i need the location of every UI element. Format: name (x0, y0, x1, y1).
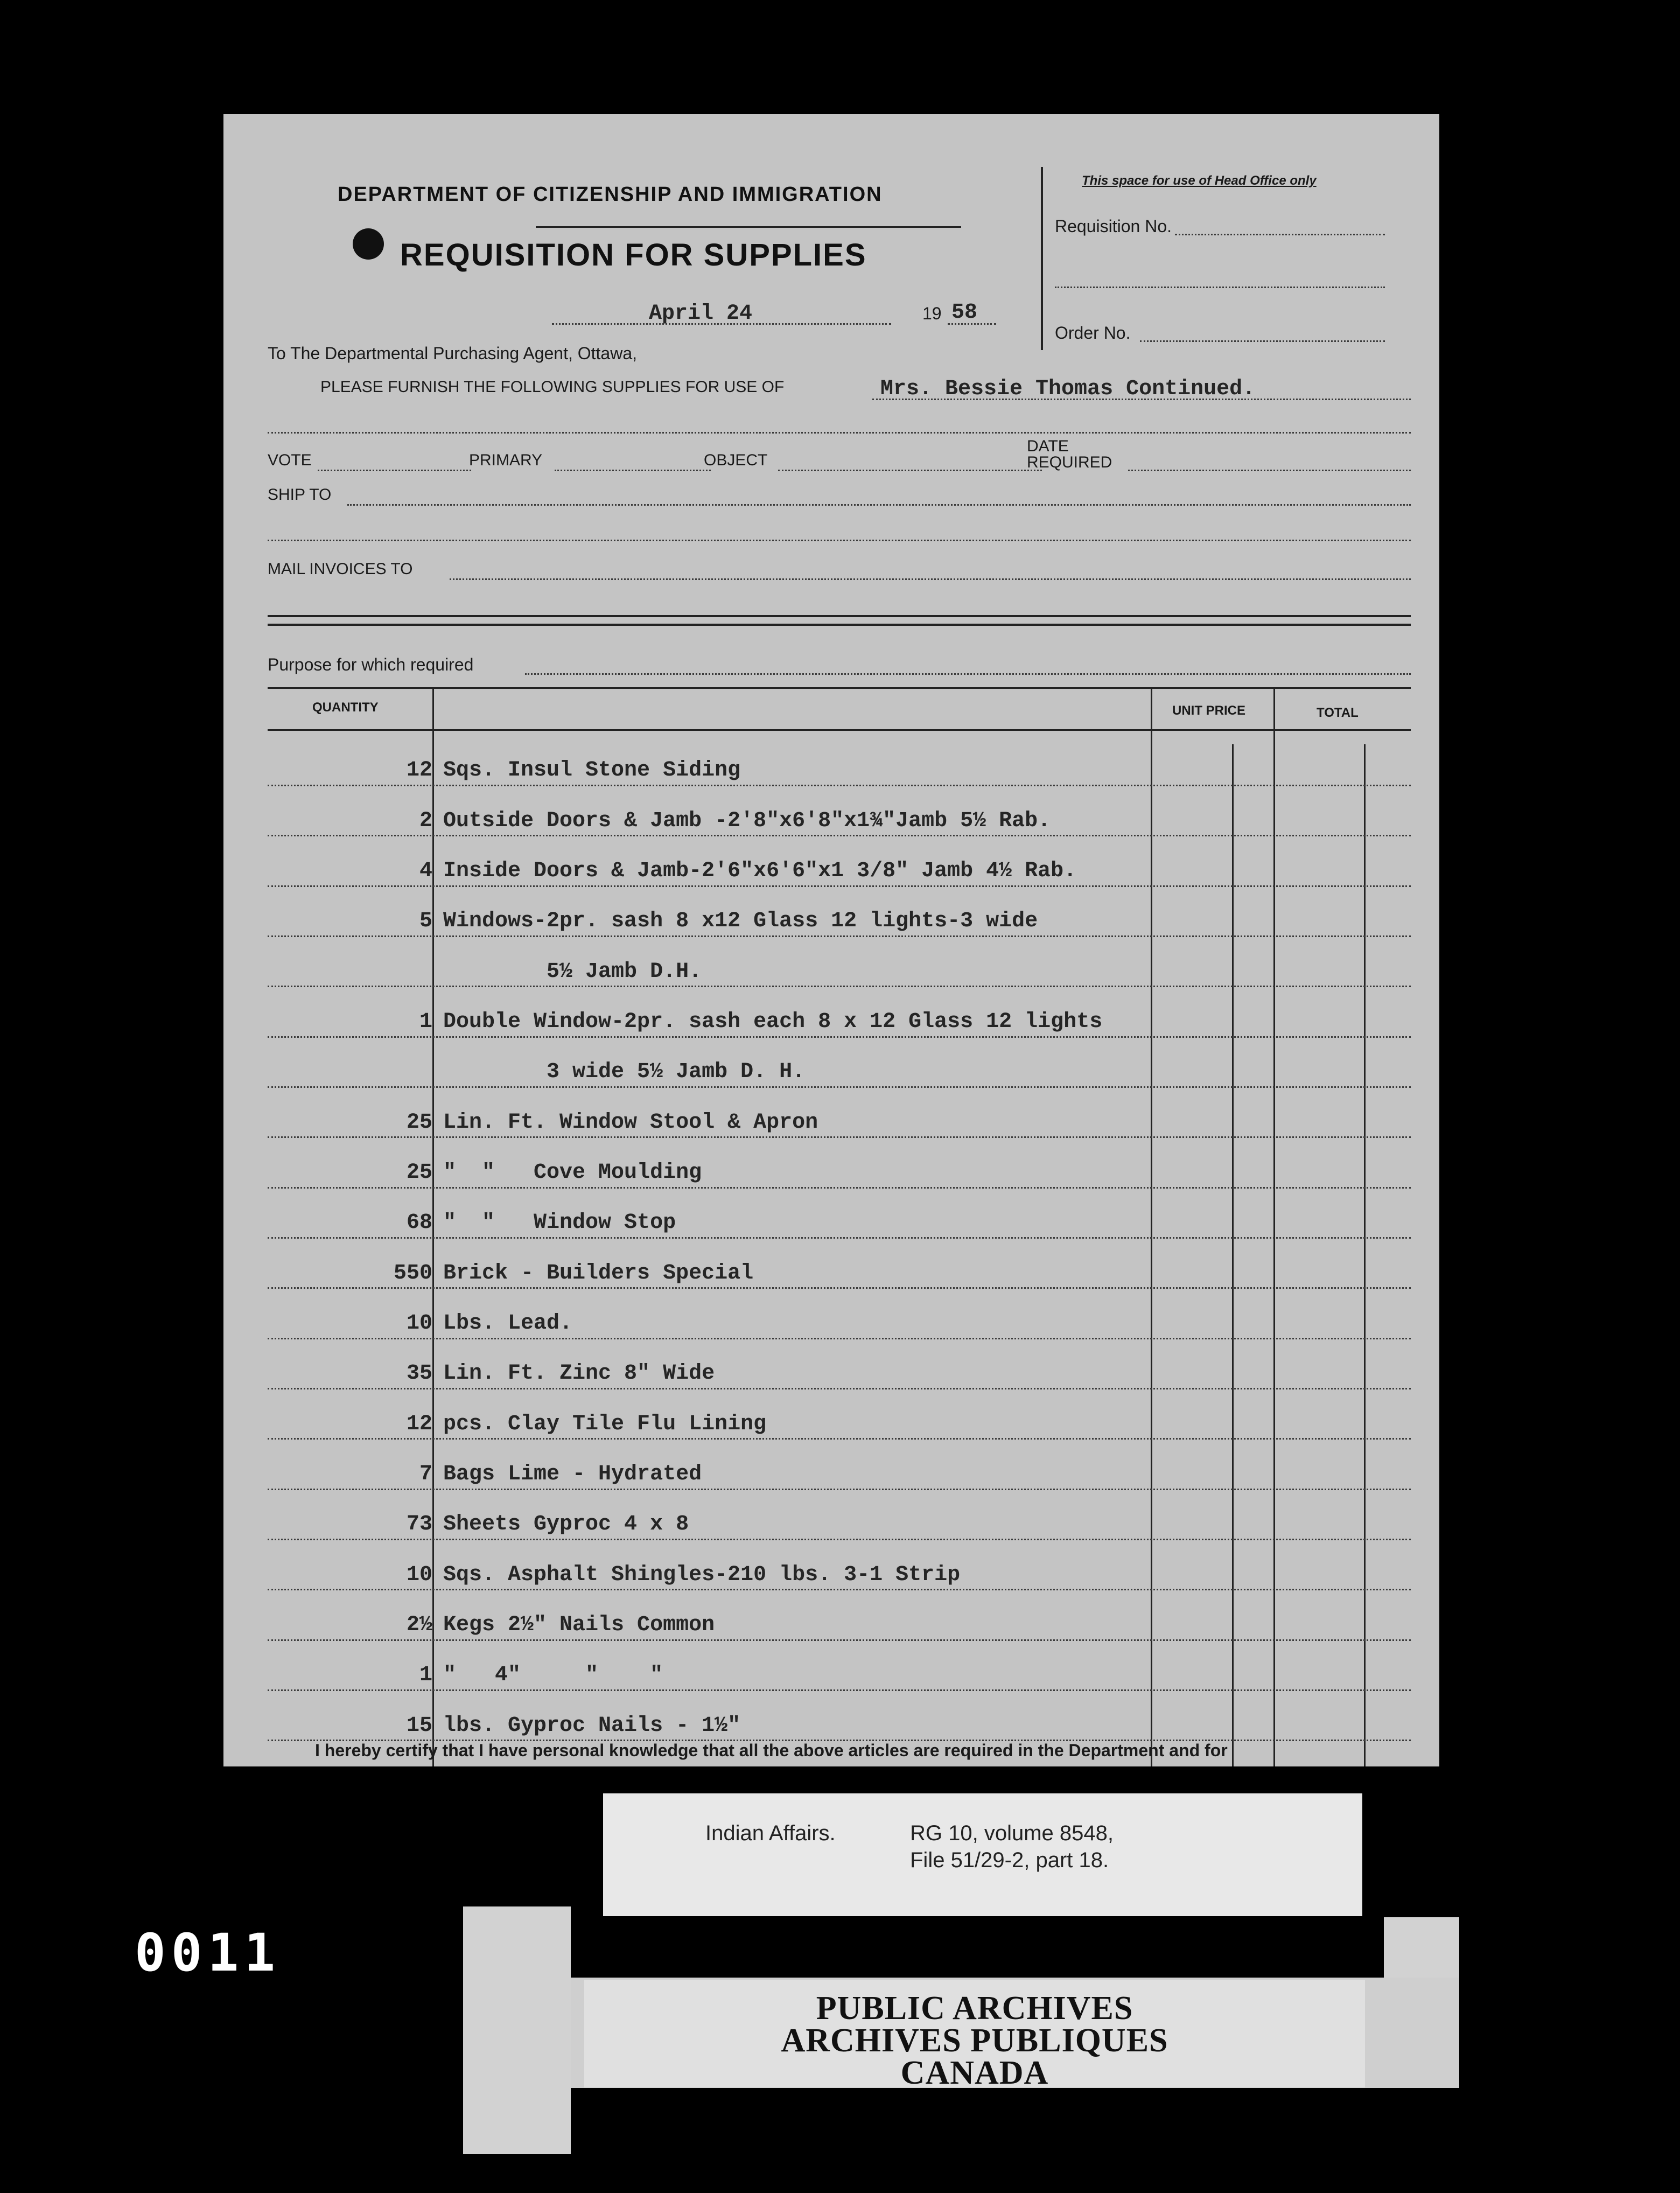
required-label: REQUIRED (1027, 453, 1112, 471)
row-line (268, 1187, 1411, 1189)
row-description: " " Window Stop (443, 1211, 676, 1235)
head-office-box (1041, 167, 1392, 350)
archive-collection: Indian Affairs. (705, 1821, 836, 1845)
requisition-extra-line (1055, 287, 1385, 288)
primary-label: PRIMARY (469, 451, 543, 469)
archive-reference-1: RG 10, volume 8548, (910, 1821, 1114, 1845)
row-description: " " Cove Moulding (443, 1161, 702, 1185)
row-quantity: 35 (406, 1361, 432, 1386)
row-quantity: 25 (406, 1161, 432, 1185)
mail-invoices-label: MAIL INVOICES TO (268, 560, 413, 578)
date-year-suffix: 58 (951, 301, 978, 325)
row-line (268, 935, 1411, 937)
archive-reference-card (603, 1793, 1362, 1916)
stamp-line-3: CANADA (900, 2055, 1049, 2091)
row-line (268, 1237, 1411, 1239)
row-description: Brick - Builders Special (443, 1261, 754, 1286)
head-office-note: This space for use of Head Office only (1082, 173, 1317, 188)
requisition-no-line (1175, 234, 1385, 235)
row-line (268, 1438, 1411, 1440)
vote-label: VOTE (268, 451, 312, 469)
row-line (268, 1589, 1411, 1590)
unit-price-cents-rule (1232, 744, 1234, 1766)
object-label: OBJECT (704, 451, 768, 469)
row-description: Bags Lime - Hydrated (443, 1462, 702, 1486)
row-description: 5½ Jamb D.H. (443, 960, 702, 984)
row-description: Outside Doors & Jamb -2'8"x6'8"x1¾"Jamb 5½ Rab. (443, 809, 1051, 833)
punch-hole (353, 228, 384, 260)
row-line (268, 1086, 1411, 1088)
date-month-day: April 24 (649, 302, 753, 326)
date-year-prefix: 19 (922, 304, 942, 323)
row-description: Double Window-2pr. sash each 8 x 12 Glass 12 lights (443, 1010, 1103, 1034)
furnish-value: Mrs. Bessie Thomas Continued. (880, 377, 1256, 401)
order-no-label: Order No. (1055, 323, 1131, 343)
total-cents-rule (1364, 744, 1366, 1766)
vote-line (318, 470, 471, 471)
row-line (268, 1689, 1411, 1691)
row-quantity: 7 (419, 1462, 432, 1486)
row-quantity: 10 (406, 1563, 432, 1587)
row-description: Kegs 2½" Nails Common (443, 1613, 715, 1637)
quantity-header: QUANTITY (312, 700, 379, 715)
row-line (268, 1388, 1411, 1389)
row-line (268, 785, 1411, 786)
object-line (778, 470, 1042, 471)
furnish-label: PLEASE FURNISH THE FOLLOWING SUPPLIES FOR USE OF (320, 378, 785, 396)
date-required-line (1128, 470, 1411, 471)
purpose-label: Purpose for which required (268, 655, 474, 674)
row-line (268, 1639, 1411, 1641)
requisition-form (223, 114, 1439, 1766)
ship-to-label: SHIP TO (268, 486, 332, 504)
ship-to-line (347, 504, 1411, 506)
row-line (268, 1287, 1411, 1289)
row-quantity: 1 (419, 1663, 432, 1687)
row-line (268, 835, 1411, 836)
row-description: Sheets Gyproc 4 x 8 (443, 1512, 689, 1537)
public-archives-stamp (584, 1980, 1365, 2091)
row-description: Sqs. Insul Stone Siding (443, 758, 741, 783)
stamp-line-2: ARCHIVES PUBLIQUES (781, 2022, 1168, 2059)
row-quantity: 550 (393, 1261, 432, 1286)
frame-number: 0011 (135, 1923, 281, 1983)
row-quantity: 1 (419, 1010, 432, 1034)
row-quantity: 2½ (406, 1613, 432, 1637)
stamp-line-1: PUBLIC ARCHIVES (816, 1990, 1133, 2027)
heading-rule (536, 226, 961, 228)
row-description: lbs. Gyproc Nails - 1½" (443, 1714, 741, 1738)
certify-text: I hereby certify that I have personal knowledge that all the above articles are required in the Department and for (315, 1741, 1228, 1760)
unit-price-header: UNIT PRICE (1172, 703, 1246, 718)
row-description: " 4" " " (443, 1663, 663, 1687)
row-line (268, 1539, 1411, 1540)
row-line (268, 1338, 1411, 1339)
row-description: Inside Doors & Jamb-2'6"x6'6"x1 3/8" Jamb 4½ Rab. (443, 859, 1077, 883)
mail-invoices-line (450, 578, 1411, 580)
row-line (268, 885, 1411, 887)
row-quantity: 2 (419, 809, 432, 833)
unit-price-column-rule (1151, 687, 1152, 1766)
row-line (268, 1489, 1411, 1490)
row-quantity: 4 (419, 859, 432, 883)
blank-line-1 (268, 432, 1411, 434)
primary-line (555, 470, 711, 471)
table-header-rule (268, 729, 1411, 731)
section-rule-bottom (268, 624, 1411, 626)
department-heading: DEPARTMENT OF CITIZENSHIP AND IMMIGRATION (338, 183, 883, 206)
total-header: TOTAL (1317, 706, 1359, 720)
total-column-rule (1273, 687, 1275, 1766)
film-tab-left (463, 1906, 571, 2154)
row-line (268, 986, 1411, 987)
archive-reference-2: File 51/29-2, part 18. (910, 1848, 1109, 1872)
date-year-line (948, 323, 996, 325)
row-description: Lbs. Lead. (443, 1311, 573, 1336)
row-description: Sqs. Asphalt Shingles-210 lbs. 3-1 Strip (443, 1563, 961, 1587)
requisition-no-label: Requisition No. (1055, 216, 1172, 236)
to-line: To The Departmental Purchasing Agent, Ottawa, (268, 344, 638, 363)
purpose-line (525, 673, 1411, 675)
ship-to-line-2 (268, 540, 1411, 541)
row-quantity: 12 (406, 1412, 432, 1436)
date-label: DATE (1027, 437, 1069, 455)
row-line (268, 1136, 1411, 1138)
form-title: REQUISITION FOR SUPPLIES (400, 238, 867, 273)
row-quantity: 5 (419, 909, 432, 933)
row-description: Lin. Ft. Zinc 8" Wide (443, 1361, 715, 1386)
row-description: 3 wide 5½ Jamb D. H. (443, 1060, 806, 1084)
row-quantity: 25 (406, 1111, 432, 1135)
quantity-column-rule (432, 687, 434, 1766)
row-line (268, 1036, 1411, 1038)
row-description: Lin. Ft. Window Stool & Apron (443, 1111, 818, 1135)
row-quantity: 15 (406, 1714, 432, 1738)
order-no-line (1140, 340, 1385, 342)
table-top-rule (268, 687, 1411, 689)
row-quantity: 73 (406, 1512, 432, 1537)
row-quantity: 68 (406, 1211, 432, 1235)
row-quantity: 12 (406, 758, 432, 783)
row-description: Windows-2pr. sash 8 x12 Glass 12 lights-3 wide (443, 909, 1038, 933)
section-rule-top (268, 615, 1411, 617)
row-quantity: 10 (406, 1311, 432, 1336)
row-description: pcs. Clay Tile Flu Lining (443, 1412, 767, 1436)
